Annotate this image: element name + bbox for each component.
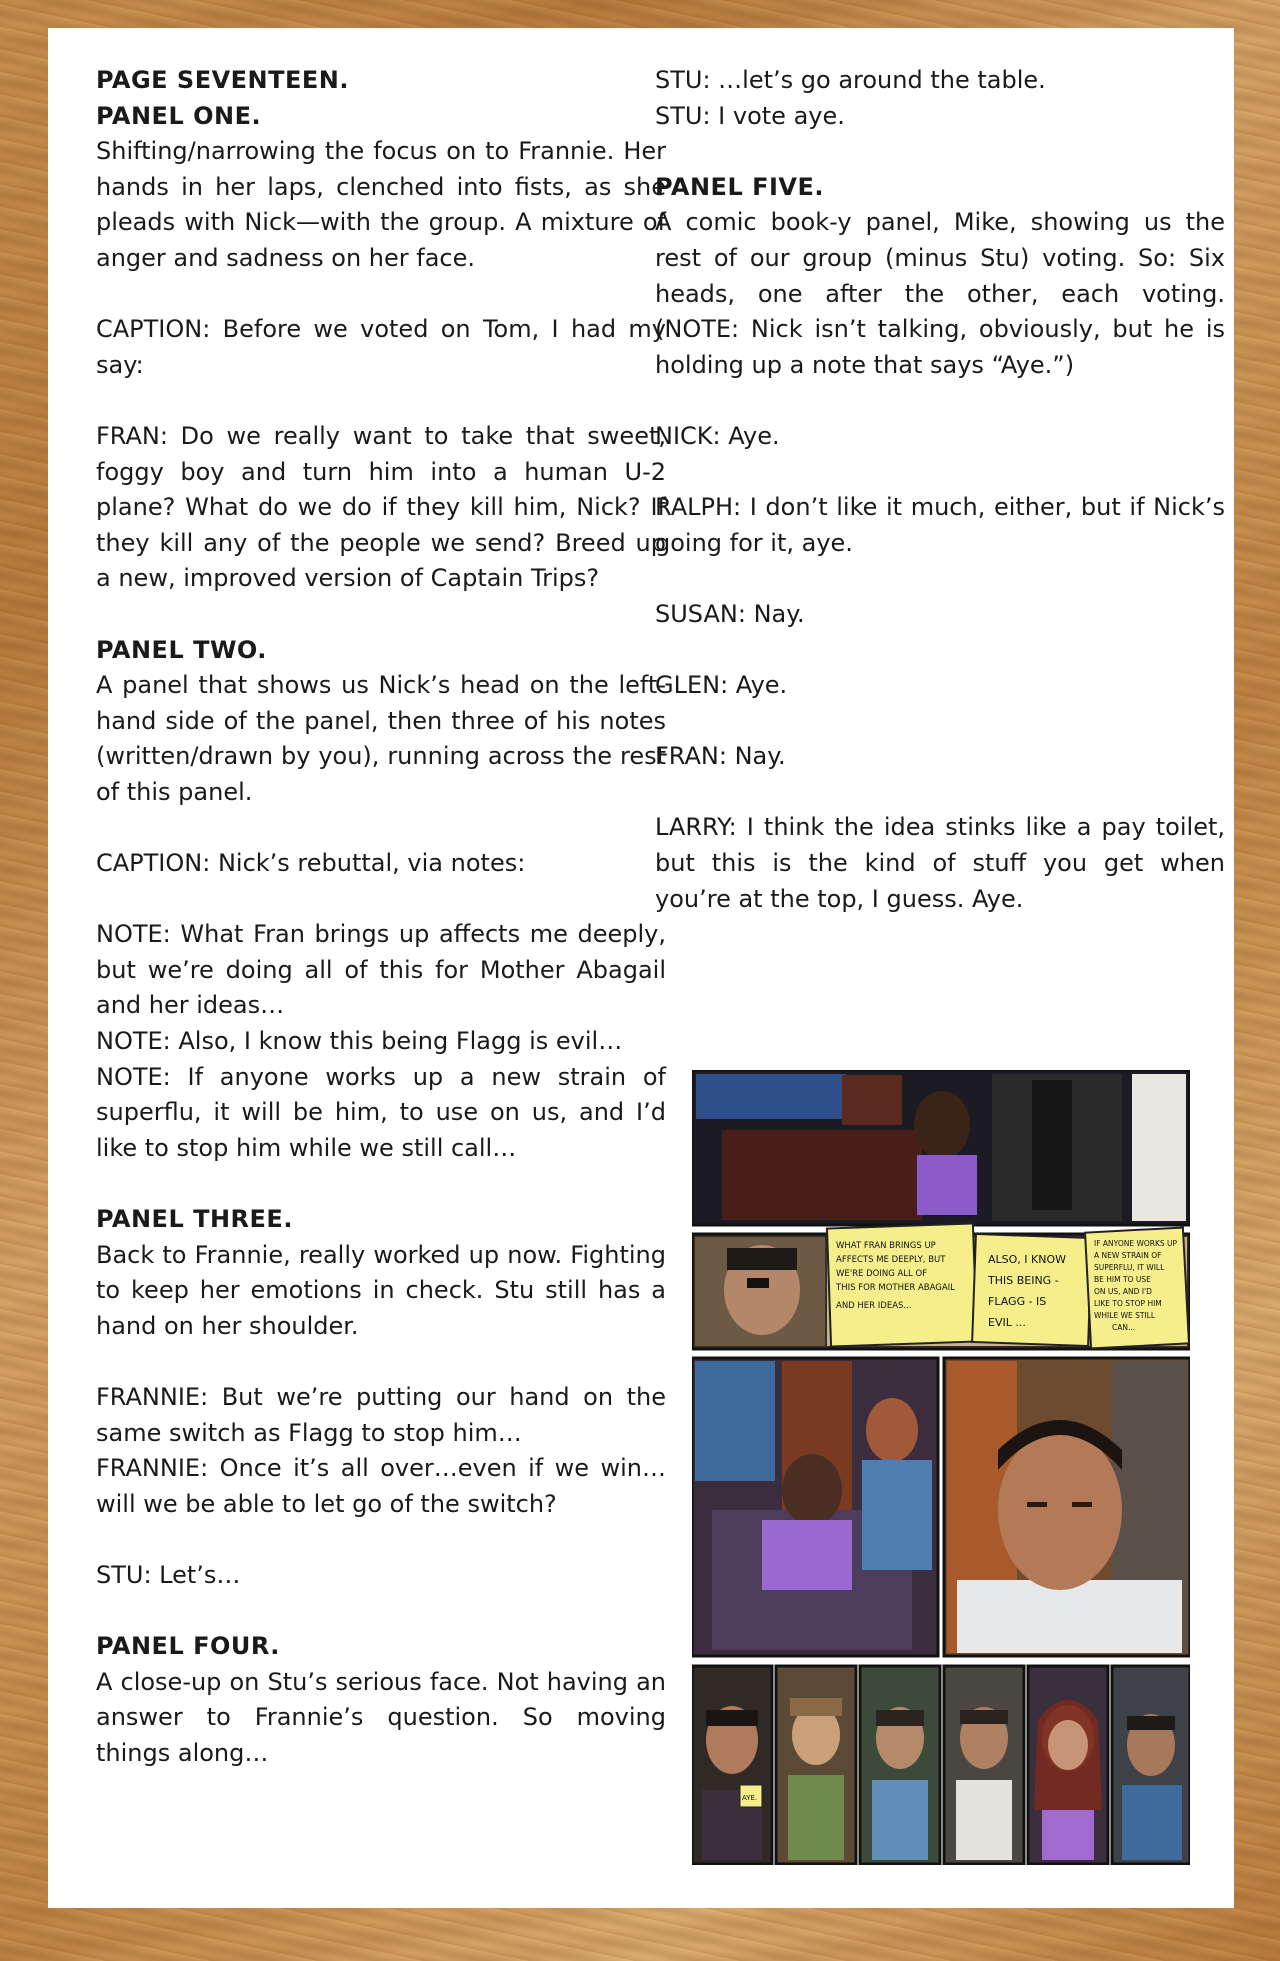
note-1-line: THIS FOR MOTHER ABAGAIL bbox=[836, 1283, 955, 1293]
panel-four-heading: PANEL FOUR. bbox=[96, 1632, 280, 1661]
comic-artwork bbox=[692, 1070, 1190, 1865]
dialogue-line: FRANNIE: But we’re putting our hand on the same switch as Flagg to stop him… bbox=[96, 1382, 666, 1447]
vote-line: NICK: Aye. bbox=[655, 421, 780, 450]
left-column bbox=[96, 63, 666, 1807]
dialogue-line: STU: …let’s go around the table. bbox=[655, 66, 1046, 94]
vote-line: RALPH: I don’t like it much, either, but if Nick’s going for it, aye. bbox=[655, 493, 1225, 557]
panel-two-heading: PANEL TWO. bbox=[96, 635, 267, 664]
vote-line: LARRY: I think the idea stinks like a pay toilet, but this is the kind of stuff you get when you’re at the top, I guess. Aye. bbox=[655, 813, 1225, 913]
comic-panel-1 bbox=[692, 1070, 1190, 1225]
note-card-2 bbox=[972, 1234, 1092, 1346]
dialogue-line: STU: I vote aye. bbox=[655, 101, 845, 130]
note-line: NOTE: Also, I know this being Flagg is evil… bbox=[96, 1027, 623, 1056]
panel-four-description: A close-up on Stu’s serious face. Not having an answer to Frannie’s question. So moving things along… bbox=[96, 1667, 666, 1767]
script-page bbox=[48, 28, 1234, 1908]
note-3-line: BE HIM TO USE bbox=[1094, 1275, 1151, 1284]
stu-lines bbox=[655, 63, 1225, 134]
panel-three-description: Back to Frannie, really worked up now. Fighting to keep her emotions in check. Stu still has a hand on her shoulder. bbox=[96, 1240, 666, 1340]
caption-rebuttal: CAPTION: Nick’s rebuttal, via notes: bbox=[96, 849, 526, 878]
note-2-line: THIS BEING - bbox=[988, 1274, 1059, 1287]
panel-five-heading: PANEL FIVE. bbox=[655, 172, 824, 201]
note-3-line: LIKE TO STOP HIM bbox=[1094, 1299, 1162, 1308]
comic-panel-3 bbox=[692, 1358, 938, 1656]
note-card-3 bbox=[1085, 1228, 1189, 1349]
note-1-line: AFFECTS ME DEEPLY, BUT bbox=[836, 1255, 946, 1265]
caption-line: CAPTION: Before we voted on Tom, I had my say: bbox=[96, 315, 666, 379]
comic-panel-4 bbox=[944, 1358, 1190, 1656]
panel-three-heading: PANEL THREE. bbox=[96, 1205, 293, 1233]
page-title: PAGE SEVENTEEN. bbox=[96, 66, 350, 94]
panel-five-description: A comic book-y panel, Mike, showing us the rest of our group (minus Stu) voting. So: Six heads, one after the other, each voting. (NOTE: Nick isn’t talking, obviously, but he is holding up a note that says “Aye.”) bbox=[655, 208, 1225, 379]
vote-line: FRAN: Nay. bbox=[655, 742, 786, 771]
comic-panels-svg bbox=[692, 1070, 1190, 1865]
stu-dialogue: STU: Let’s… bbox=[96, 1560, 241, 1589]
note-lines bbox=[96, 917, 666, 1166]
right-column bbox=[655, 63, 1225, 953]
note-2-line: ALSO, I KNOW bbox=[988, 1253, 1067, 1266]
note-1-line: WE'RE DOING ALL OF bbox=[836, 1269, 928, 1279]
note-1-line: AND HER IDEAS... bbox=[836, 1301, 912, 1311]
frannie-dialogue bbox=[96, 1380, 666, 1522]
aye-note-text: AYE. bbox=[742, 1794, 758, 1802]
panel-one-heading: PANEL ONE. bbox=[96, 101, 262, 130]
note-3-line: IF ANYONE WORKS UP bbox=[1094, 1239, 1178, 1248]
note-2-line: FLAGG - IS bbox=[988, 1295, 1047, 1308]
fran-dialogue: FRAN: Do we really want to take that sweet, foggy boy and turn him into a human U-2 plane? What do we do if they kill him, Nick? If they kill any of the people we send? Breed up a new, improved version of Captain Trips? bbox=[96, 421, 666, 593]
vote-line: SUSAN: Nay. bbox=[655, 599, 805, 628]
note-3-line: CAN... bbox=[1112, 1323, 1136, 1332]
note-line: NOTE: What Fran brings up affects me deeply, but we’re doing all of this for Mother Abagail and her ideas… bbox=[96, 920, 666, 1020]
note-2-line: EVIL ... bbox=[988, 1316, 1026, 1329]
panel-two-description: A panel that shows us Nick’s head on the left-hand side of the panel, then three of his notes (written/drawn by you), running across the rest of this panel. bbox=[96, 671, 666, 806]
page-heading bbox=[96, 63, 666, 134]
dialogue-line: FRANNIE: Once it’s all over…even if we win…will we be able to let go of the switch? bbox=[96, 1454, 666, 1518]
note-3-line: SUPERFLU, IT WILL bbox=[1094, 1263, 1165, 1272]
vote-line: GLEN: Aye. bbox=[655, 671, 788, 700]
panel-one-description: Shifting/narrowing the focus on to Frannie. Her hands in her laps, clenched into fists, as she pleads with Nick—with the group. A mixture of anger and sadness on her face. bbox=[96, 137, 666, 272]
comic-panel-5 bbox=[692, 1666, 1190, 1864]
note-1-line: WHAT FRAN BRINGS UP bbox=[836, 1241, 936, 1251]
note-3-line: WHILE WE STILL bbox=[1094, 1311, 1156, 1320]
note-3-line: A NEW STRAIN OF bbox=[1094, 1251, 1162, 1260]
note-card-1 bbox=[827, 1223, 977, 1346]
note-line: NOTE: If anyone works up a new strain of superflu, it will be him, to use on us, and I’d like to stop him while we still call… bbox=[96, 1062, 666, 1162]
note-3-line: ON US, AND I'D bbox=[1094, 1287, 1152, 1296]
